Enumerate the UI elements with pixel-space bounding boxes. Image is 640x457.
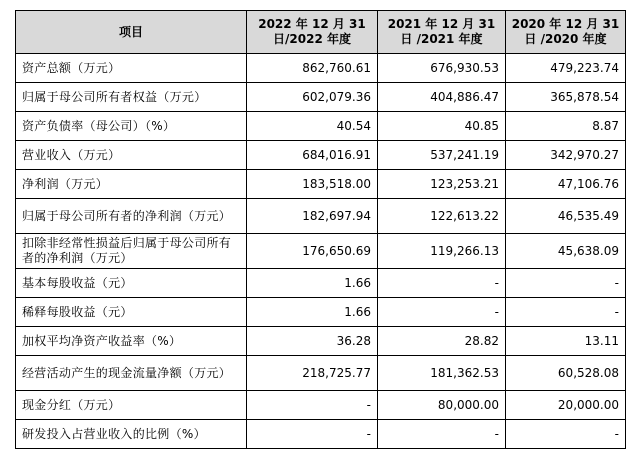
value-2021: 123,253.21 bbox=[378, 170, 506, 199]
value-2020: 13.11 bbox=[506, 327, 626, 356]
value-2022: 183,518.00 bbox=[247, 170, 378, 199]
row-label: 归属于母公司所有者的净利润（万元） bbox=[16, 199, 247, 234]
value-2020: 365,878.54 bbox=[506, 83, 626, 112]
table-row bbox=[16, 199, 626, 234]
financial-indicators-table bbox=[15, 10, 626, 449]
value-2022: 40.54 bbox=[247, 112, 378, 141]
value-2022: 36.28 bbox=[247, 327, 378, 356]
value-2021: 676,930.53 bbox=[378, 54, 506, 83]
row-label: 归属于母公司所有者权益（万元） bbox=[16, 83, 247, 112]
value-2022: - bbox=[247, 420, 378, 449]
row-label: 资产总额（万元） bbox=[16, 54, 247, 83]
table-row bbox=[16, 356, 626, 391]
row-label: 经营活动产生的现金流量净额（万元） bbox=[16, 356, 247, 391]
value-2022: 862,760.61 bbox=[247, 54, 378, 83]
row-label: 稀释每股收益（元） bbox=[16, 298, 247, 327]
value-2022: 684,016.91 bbox=[247, 141, 378, 170]
value-2022: - bbox=[247, 391, 378, 420]
value-2020: - bbox=[506, 420, 626, 449]
row-label: 资产负债率（母公司）（%） bbox=[16, 112, 247, 141]
value-2021: 537,241.19 bbox=[378, 141, 506, 170]
value-2021: 80,000.00 bbox=[378, 391, 506, 420]
value-2021: 181,362.53 bbox=[378, 356, 506, 391]
table-row bbox=[16, 54, 626, 83]
row-label: 加权平均净资产收益率（%） bbox=[16, 327, 247, 356]
table-row bbox=[16, 327, 626, 356]
table-row bbox=[16, 391, 626, 420]
value-2021: 119,266.13 bbox=[378, 234, 506, 269]
value-2022: 182,697.94 bbox=[247, 199, 378, 234]
value-2020: 46,535.49 bbox=[506, 199, 626, 234]
value-2022: 1.66 bbox=[247, 298, 378, 327]
value-2022: 218,725.77 bbox=[247, 356, 378, 391]
table-row bbox=[16, 112, 626, 141]
value-2021: 122,613.22 bbox=[378, 199, 506, 234]
table-row bbox=[16, 298, 626, 327]
value-2020: 47,106.76 bbox=[506, 170, 626, 199]
table-header-row bbox=[16, 11, 626, 54]
value-2020: - bbox=[506, 269, 626, 298]
value-2020: 20,000.00 bbox=[506, 391, 626, 420]
value-2022: 1.66 bbox=[247, 269, 378, 298]
table-row bbox=[16, 170, 626, 199]
table-row bbox=[16, 141, 626, 170]
table-row bbox=[16, 269, 626, 298]
table-row bbox=[16, 234, 626, 269]
row-label: 营业收入（万元） bbox=[16, 141, 247, 170]
row-label: 净利润（万元） bbox=[16, 170, 247, 199]
value-2020: - bbox=[506, 298, 626, 327]
header-2020: 2020 年 12 月 31 日 /2020 年度 bbox=[506, 11, 626, 54]
value-2020: 479,223.74 bbox=[506, 54, 626, 83]
table-row bbox=[16, 83, 626, 112]
header-2022: 2022 年 12 月 31 日/2022 年度 bbox=[247, 11, 378, 54]
value-2021: 40.85 bbox=[378, 112, 506, 141]
value-2020: 45,638.09 bbox=[506, 234, 626, 269]
value-2022: 176,650.69 bbox=[247, 234, 378, 269]
header-item: 项目 bbox=[16, 11, 247, 54]
value-2020: 342,970.27 bbox=[506, 141, 626, 170]
value-2021: - bbox=[378, 420, 506, 449]
row-label: 现金分红（万元） bbox=[16, 391, 247, 420]
value-2021: - bbox=[378, 269, 506, 298]
value-2022: 602,079.36 bbox=[247, 83, 378, 112]
value-2021: - bbox=[378, 298, 506, 327]
value-2021: 28.82 bbox=[378, 327, 506, 356]
table-row bbox=[16, 420, 626, 449]
value-2021: 404,886.47 bbox=[378, 83, 506, 112]
header-2021: 2021 年 12 月 31 日 /2021 年度 bbox=[378, 11, 506, 54]
value-2020: 8.87 bbox=[506, 112, 626, 141]
row-label: 扣除非经常性损益后归属于母公司所有者的净利润（万元） bbox=[16, 234, 247, 269]
row-label: 基本每股收益（元） bbox=[16, 269, 247, 298]
value-2020: 60,528.08 bbox=[506, 356, 626, 391]
row-label: 研发投入占营业收入的比例（%） bbox=[16, 420, 247, 449]
